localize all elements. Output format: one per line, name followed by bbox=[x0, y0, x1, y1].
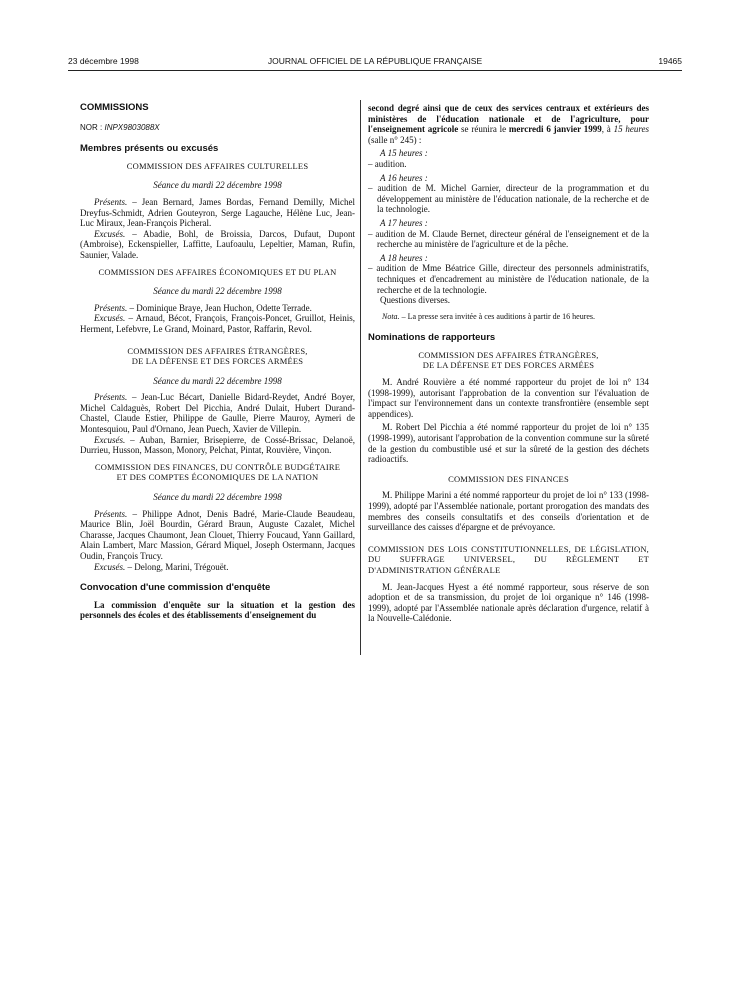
item-15h: – audition. bbox=[368, 158, 407, 169]
nominations-heading: Nominations de rapporteurs bbox=[368, 332, 496, 344]
membres-heading: Membres présents ou excusés bbox=[80, 143, 219, 155]
c3-title-2: DE LA DÉFENSE ET DES FORCES ARMÉES bbox=[131, 356, 304, 367]
c3-seance: Séance du mardi 22 décembre 1998 bbox=[153, 375, 282, 386]
left-column bbox=[80, 103, 355, 621]
header-date: 23 décembre 1998 bbox=[68, 56, 139, 66]
c4-presents: Présents. – Philippe Adnot, Denis Badré, Marie-Claude Beaudeau, Maurice Blin, Joël Bourdin, Gérard Braun, Auguste Cazalet, Michel Charasse, Jacques Chaumont, Jean Clouet, Thierry Foucaud, Yann Gaillard, Alain Lambert, Marc Massion, Gérard Miquel, Joseph Ostermann, Jacques Oudin, François Trucy. bbox=[80, 508, 355, 561]
page-number: 19465 bbox=[658, 56, 682, 66]
right-column bbox=[368, 103, 649, 624]
n2-title: COMMISSION DES FINANCES bbox=[448, 473, 569, 484]
c2-excuses: Excusés. – Arnaud, Bécot, François, François-Poncet, Gruillot, Heinis, Herment, Lefebvre, Le Grand, Moinard, Pastor, Raffarin, Revol. bbox=[80, 313, 355, 334]
time-18h: A 18 heures : bbox=[380, 252, 428, 263]
c1-excuses: Excusés. – Abadie, Bohl, de Broissia, Darcos, Dufaut, Dupont (Ambroise), Eckenspieller, Laffitte, Laufoaulu, Lepeltier, Maman, Rufin, Saunier, Valade. bbox=[80, 228, 355, 260]
c1-presents: Présents. – Jean Bernard, James Bordas, Fernand Demilly, Michel Dreyfus-Schmidt, Adrien Gouteyron, Serge Lagauche, Hélène Luc, Jean-Luc Miraux, Jean-François Picheral. bbox=[80, 196, 355, 229]
c1-title: COMMISSION DES AFFAIRES CULTURELLES bbox=[126, 160, 309, 171]
n3-paragraph-1: M. Jean-Jacques Hyest a été nommé rapporteur, sous réserve de son adoption et de sa transmission, du projet de loi organique n° 146 (1998-1999), adopté par l'Assemblée nationale après déclaration d'urgence, relatif à la Nouvelle-Calédonie. bbox=[368, 581, 649, 624]
n1-paragraph-2: M. Robert Del Picchia a été nommé rapporteur du projet de loi n° 135 (1998-1999), autorisant l'approbation de la convention commune sur la sûreté de la gestion du combustible usé et sur la sûreté de la gestion des déchets radioactifs. bbox=[368, 422, 649, 465]
commissions-title: COMMISSIONS bbox=[80, 102, 149, 113]
convocation-heading: Convocation d'une commission d'enquête bbox=[80, 582, 271, 594]
c4-title-2: ET DES COMPTES ÉCONOMIQUES DE LA NATION bbox=[116, 472, 319, 483]
c3-presents: Présents. – Jean-Luc Bécart, Danielle Bidard-Reydet, André Boyer, Michel Caldaguès, Robert Del Picchia, André Dulait, Hubert Durand-Chastel, Claude Estier, Philippe de Gaulle, Pierre Mauroy, Aymeri de Montesquiou, Paul d'Ornano, Jean Puech, Xavier de Villepin. bbox=[80, 392, 355, 435]
header-rule bbox=[68, 70, 682, 71]
c1-seance: Séance du mardi 22 décembre 1998 bbox=[153, 180, 282, 191]
header-title: JOURNAL OFFICIEL DE LA RÉPUBLIQUE FRANÇAISE bbox=[267, 56, 483, 66]
n1-paragraph-1: M. André Rouvière a été nommé rapporteur du projet de loi n° 134 (1998-1999), autorisant l'approbation de la convention sur l'évaluation de l'impact sur l'environnement dans un contexte transfrontière (ensemble sept appendices). bbox=[368, 377, 649, 419]
c4-seance: Séance du mardi 22 décembre 1998 bbox=[153, 492, 282, 503]
nor-code: INPX9803088X bbox=[104, 122, 160, 132]
convocation-continued: second degré ainsi que de ceux des services centraux et extérieurs des ministères de l'éducation nationale et de l'agriculture, pour l'enseignement agricole se réunira le mercredi 6 janvier 1999, à 15 heures (salle n° 245) : bbox=[368, 103, 650, 145]
nota-line: Nota. – La presse sera invitée à ces auditions à partir de 16 heures. bbox=[382, 311, 596, 321]
n2-paragraph-1: M. Philippe Marini a été nommé rapporteur du projet de loi n° 133 (1998-1999), adopté par l'Assemblée nationale, portant prorogation des mandats des membres des conseils consultatifs et des conseils d'orientation et de surveillance des caisses d'épargne et de prévoyance. bbox=[368, 490, 649, 533]
c3-excuses: Excusés. – Auban, Barnier, Brisepierre, de Cossé-Brissac, Delanoë, Durrieu, Husson, Masson, Monory, Pelchat, Pintat, Rouvière, Vinçon. bbox=[80, 434, 355, 456]
convocation-text: La commission d'enquête sur la situation et la gestion des personnels des écoles et des établissements d'enseignement du bbox=[80, 599, 355, 621]
page-header bbox=[68, 56, 682, 70]
item-17h: – audition de M. Claude Bernet, directeur général de l'enseignement et de la recherche au ministère de l'agriculture et de la pêche. bbox=[368, 228, 649, 250]
item-18h: – audition de Mme Béatrice Gille, directeur des personnels administratifs, techniques et d'encadrement au ministère de l'éducation nationale, de la recherche et de la technologie. bbox=[368, 263, 649, 295]
c4-excuses: Excusés. – Delong, Marini, Trégouët. bbox=[94, 561, 229, 572]
time-17h: A 17 heures : bbox=[380, 217, 428, 228]
time-15h: A 15 heures : bbox=[380, 148, 428, 159]
column-divider bbox=[360, 100, 361, 655]
c3-title-1: COMMISSION DES AFFAIRES ÉTRANGÈRES, bbox=[127, 345, 308, 356]
c2-presents: Présents. – Dominique Braye, Jean Huchon, Odette Terrade. bbox=[94, 302, 312, 313]
c4-title-1: COMMISSION DES FINANCES, DU CONTRÔLE BUDGÉTAIRE bbox=[94, 461, 341, 472]
questions-diverses: Questions diverses. bbox=[380, 295, 450, 306]
n3-title: COMMISSION DES LOIS CONSTITUTIONNELLES, DE LÉGISLATION, DU SUFFRAGE UNIVERSEL, DU RÈGLEMENT ET D'ADMINISTRATION GÉNÉRALE bbox=[368, 543, 649, 575]
time-16h: A 16 heures : bbox=[380, 172, 428, 183]
n1-title-1: COMMISSION DES AFFAIRES ÉTRANGÈRES, bbox=[418, 349, 599, 360]
item-16h: – audition de M. Michel Garnier, directeur de la programmation et du développement au ministère de l'éducation nationale, de la recherche et de la technologie. bbox=[368, 183, 649, 215]
nor-line: NOR : INPX9803088X bbox=[80, 122, 160, 132]
c2-title: COMMISSION DES AFFAIRES ÉCONOMIQUES ET DU PLAN bbox=[98, 266, 337, 277]
n1-title-2: DE LA DÉFENSE ET DES FORCES ARMÉES bbox=[422, 360, 595, 371]
c2-seance: Séance du mardi 22 décembre 1998 bbox=[153, 286, 282, 297]
